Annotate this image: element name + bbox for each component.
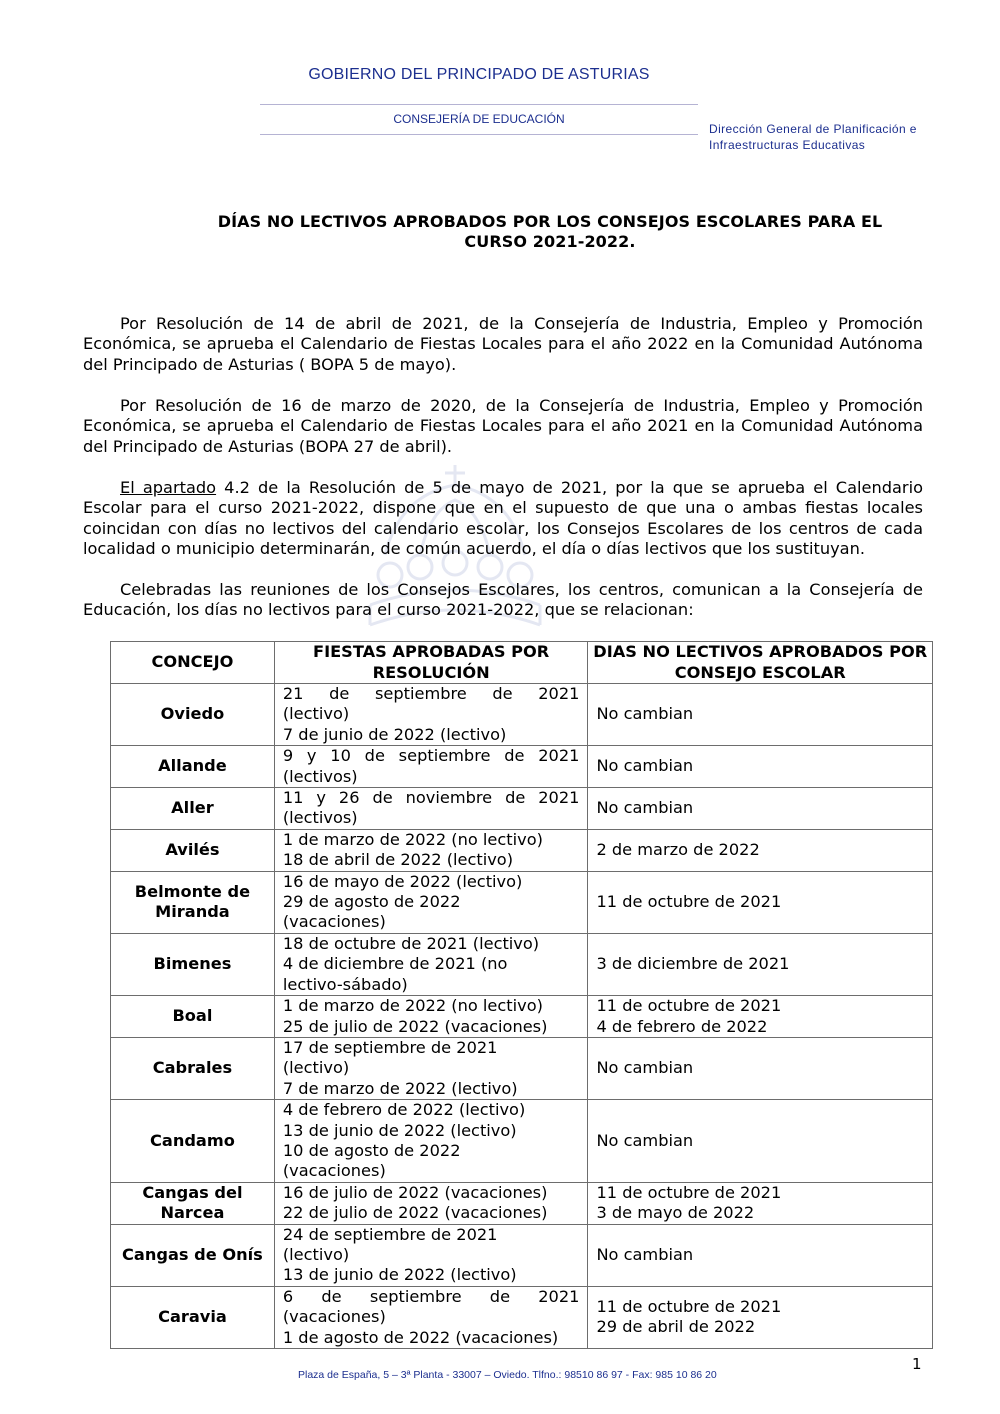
fiesta-date: 7 de junio de 2022 (lectivo) <box>282 724 507 744</box>
table-row <box>111 996 933 1038</box>
fiesta-date: 13 de junio de 2022 (lectivo) <box>282 1265 517 1285</box>
dia-no-lectivo: No cambian <box>596 798 694 818</box>
fiesta-date: 24 de septiembre de 2021 <box>282 1224 498 1244</box>
fiesta-date: 4 de diciembre de 2021 (no <box>282 954 508 974</box>
fiesta-date: 13 de junio de 2022 (lectivo) <box>282 1120 517 1140</box>
fiesta-date: 16 de julio de 2022 (vacaciones) <box>282 1182 548 1202</box>
paragraph-apartado-4-2 <box>83 478 923 560</box>
table-row <box>111 1224 933 1286</box>
fiesta-date: 9 y 10 de septiembre de 2021 <box>282 746 580 766</box>
fiesta-date: 6 de septiembre de 2021 <box>282 1286 580 1306</box>
dias-no-lectivos-cell <box>588 788 933 830</box>
fiesta-date: (vacaciones) <box>282 1161 386 1181</box>
fiestas-cell <box>274 1224 588 1286</box>
fiestas-cell <box>274 829 588 871</box>
fiesta-date: (vacaciones) <box>282 1307 386 1327</box>
table-row <box>111 1100 933 1183</box>
fiesta-date: 21 de septiembre de 2021 <box>282 684 580 703</box>
fiestas-cell <box>274 1286 588 1348</box>
directorate-line-1: Dirección General de Planificación e <box>709 122 917 136</box>
concejo-cell: Allande <box>111 746 275 788</box>
table-row <box>111 1286 933 1348</box>
paragraph-text: Por Resolución de 16 de marzo de 2020, de la Consejería de Industria, Empleo y Promoción Económica, se aprueba el Calendario de Fiestas Locales para el año 2021 en la Comunidad Autónoma del Principado de Asturias (BOPA 27 de abril). <box>83 396 923 456</box>
dias-no-lectivos-cell <box>588 1037 933 1099</box>
dia-no-lectivo: 29 de abril de 2022 <box>596 1317 756 1337</box>
document-title <box>180 212 920 252</box>
dias-no-lectivos-cell <box>588 996 933 1038</box>
dia-no-lectivo: 4 de febrero de 2022 <box>596 1016 768 1036</box>
dia-no-lectivo: No cambian <box>596 1244 694 1264</box>
dias-no-lectivos-cell <box>588 684 933 746</box>
fiesta-date: 25 de julio de 2022 (vacaciones) <box>282 1016 548 1036</box>
fiesta-date: 4 de febrero de 2022 (lectivo) <box>282 1100 526 1120</box>
paragraph-rest: 4.2 de la Resolución de 5 de mayo de 2021, por la que se aprueba el Calendario Escolar para el curso 2021-2022, dispone que en el supuesto de que una o ambas fiestas locales coincidan con días no lectivos del calendario escolar, los Consejos Escolares de los centros de cada localidad o municipio determinarán, de común acuerdo, el día o días lectivos que los sustituyan. <box>83 478 923 559</box>
fiesta-date: 11 y 26 de noviembre de 2021 <box>282 788 580 808</box>
dia-no-lectivo: 11 de octubre de 2021 <box>596 996 782 1016</box>
title-line-2: CURSO 2021-2022. <box>464 232 636 251</box>
paragraph-text <box>83 478 923 560</box>
fiestas-cell <box>274 746 588 788</box>
table-row <box>111 684 933 746</box>
department-name: CONSEJERÍA DE EDUCACIÓN <box>393 112 565 126</box>
dias-no-lectivos-cell <box>588 1224 933 1286</box>
dias-no-lectivos-cell <box>588 1286 933 1348</box>
title-line-1: DÍAS NO LECTIVOS APROBADOS POR LOS CONSEJOS ESCOLARES PARA EL <box>217 212 883 231</box>
concejo-cell: Aller <box>111 788 275 830</box>
dia-no-lectivo: 11 de octubre de 2021 <box>596 892 782 912</box>
dias-no-lectivos-cell <box>588 746 933 788</box>
fiesta-date: 22 de julio de 2022 (vacaciones) <box>282 1203 548 1223</box>
fiestas-cell <box>274 684 588 746</box>
table-row <box>111 1037 933 1099</box>
page-number: 1 <box>912 1355 922 1373</box>
fiestas-cell <box>274 788 588 830</box>
dias-no-lectivos-cell <box>588 1100 933 1183</box>
dias-no-lectivos-cell <box>588 933 933 995</box>
fiesta-date: 18 de abril de 2022 (lectivo) <box>282 850 514 870</box>
table-header-row <box>111 642 933 684</box>
footer-address: Plaza de España, 5 – 3ª Planta - 33007 – Oviedo. Tlfno.: 98510 86 97 - Fax: 985 10 86 20 <box>298 1369 717 1381</box>
fiesta-date: (vacaciones) <box>282 912 386 932</box>
fiesta-date: (lectivo) <box>282 1058 350 1078</box>
fiesta-date: (lectivo) <box>282 1244 350 1264</box>
dias-no-lectivos-cell <box>588 829 933 871</box>
fiesta-date: 17 de septiembre de 2021 <box>282 1037 498 1057</box>
table-row <box>111 933 933 995</box>
directorate-name <box>709 121 917 153</box>
table-row <box>111 788 933 830</box>
concejo-cell: Bimenes <box>111 933 275 995</box>
concejo-cell: Candamo <box>111 1100 275 1183</box>
dia-no-lectivo: No cambian <box>596 1058 694 1078</box>
concejo-cell: Caravia <box>111 1286 275 1348</box>
fiestas-cell <box>274 1182 588 1224</box>
concejo-cell: Cabrales <box>111 1037 275 1099</box>
fiesta-date: 1 de marzo de 2022 (no lectivo) <box>282 996 543 1016</box>
dia-no-lectivo: 3 de mayo de 2022 <box>596 1203 755 1223</box>
concejo-cell: Boal <box>111 996 275 1038</box>
table-row <box>111 1182 933 1224</box>
header-rule-bottom <box>260 134 698 135</box>
column-header-dias: DIAS NO LECTIVOS APROBADOS POR CONSEJO ESCOLAR <box>588 642 933 684</box>
underlined-reference: El apartado <box>120 478 217 497</box>
fiesta-date: 7 de marzo de 2022 (lectivo) <box>282 1078 518 1098</box>
fiestas-cell <box>274 871 588 933</box>
fiesta-date: 18 de octubre de 2021 (lectivo) <box>282 933 540 953</box>
fiesta-date: 29 de agosto de 2022 <box>282 892 461 912</box>
paragraph-intro-table <box>83 580 923 621</box>
dia-no-lectivo: 11 de octubre de 2021 <box>596 1296 782 1316</box>
fiesta-date: lectivo-sábado) <box>282 974 408 994</box>
table-row <box>111 746 933 788</box>
fiesta-date: 16 de mayo de 2022 (lectivo) <box>282 871 523 891</box>
dia-no-lectivo: No cambian <box>596 1130 694 1150</box>
dias-no-lectivos-cell <box>588 871 933 933</box>
fiestas-cell <box>274 1037 588 1099</box>
dia-no-lectivo: No cambian <box>596 756 694 776</box>
paragraph-text: Por Resolución de 14 de abril de 2021, de la Consejería de Industria, Empleo y Promoción Económica, se aprueba el Calendario de Fiestas Locales para el año 2022 en la Comunidad Autónoma del Principado de Asturias ( BOPA 5 de mayo). <box>83 314 923 374</box>
government-name: GOBIERNO DEL PRINCIPADO DE ASTURIAS <box>308 66 650 83</box>
header-rule-top <box>260 104 698 105</box>
paragraph-resolution-2022 <box>83 314 923 375</box>
concejo-cell: Cangas del Narcea <box>111 1182 275 1224</box>
table-row <box>111 829 933 871</box>
fiesta-date: (lectivo) <box>282 704 350 724</box>
directorate-line-2: Infraestructuras Educativas <box>709 138 866 152</box>
fiesta-date: (lectivos) <box>282 808 358 828</box>
table-row <box>111 871 933 933</box>
paragraph-text: Celebradas las reuniones de los Consejos Escolares, los centros, comunican a la Consejería de Educación, los días no lectivos para el curso 2021-2022, que se relacionan: <box>83 580 923 620</box>
concejo-cell: Belmonte de Miranda <box>111 871 275 933</box>
fiesta-date: 1 de agosto de 2022 (vacaciones) <box>282 1327 559 1347</box>
column-header-concejo: CONCEJO <box>111 642 275 684</box>
concejo-cell: Cangas de Onís <box>111 1224 275 1286</box>
concejo-cell: Oviedo <box>111 684 275 746</box>
fiestas-table <box>110 641 933 1349</box>
dia-no-lectivo: No cambian <box>596 704 694 724</box>
fiestas-cell <box>274 996 588 1038</box>
fiestas-cell <box>274 933 588 995</box>
concejo-cell: Avilés <box>111 829 275 871</box>
dias-no-lectivos-cell <box>588 1182 933 1224</box>
fiesta-date: 10 de agosto de 2022 <box>282 1140 461 1160</box>
dia-no-lectivo: 11 de octubre de 2021 <box>596 1182 782 1202</box>
dia-no-lectivo: 3 de diciembre de 2021 <box>596 954 790 974</box>
fiestas-cell <box>274 1100 588 1183</box>
table-body <box>111 684 933 1349</box>
column-header-fiestas: FIESTAS APROBADAS POR RESOLUCIÓN <box>274 642 588 684</box>
paragraph-resolution-2021 <box>83 396 923 457</box>
fiesta-date: 1 de marzo de 2022 (no lectivo) <box>282 829 543 849</box>
dia-no-lectivo: 2 de marzo de 2022 <box>596 840 760 860</box>
fiesta-date: (lectivos) <box>282 766 358 786</box>
